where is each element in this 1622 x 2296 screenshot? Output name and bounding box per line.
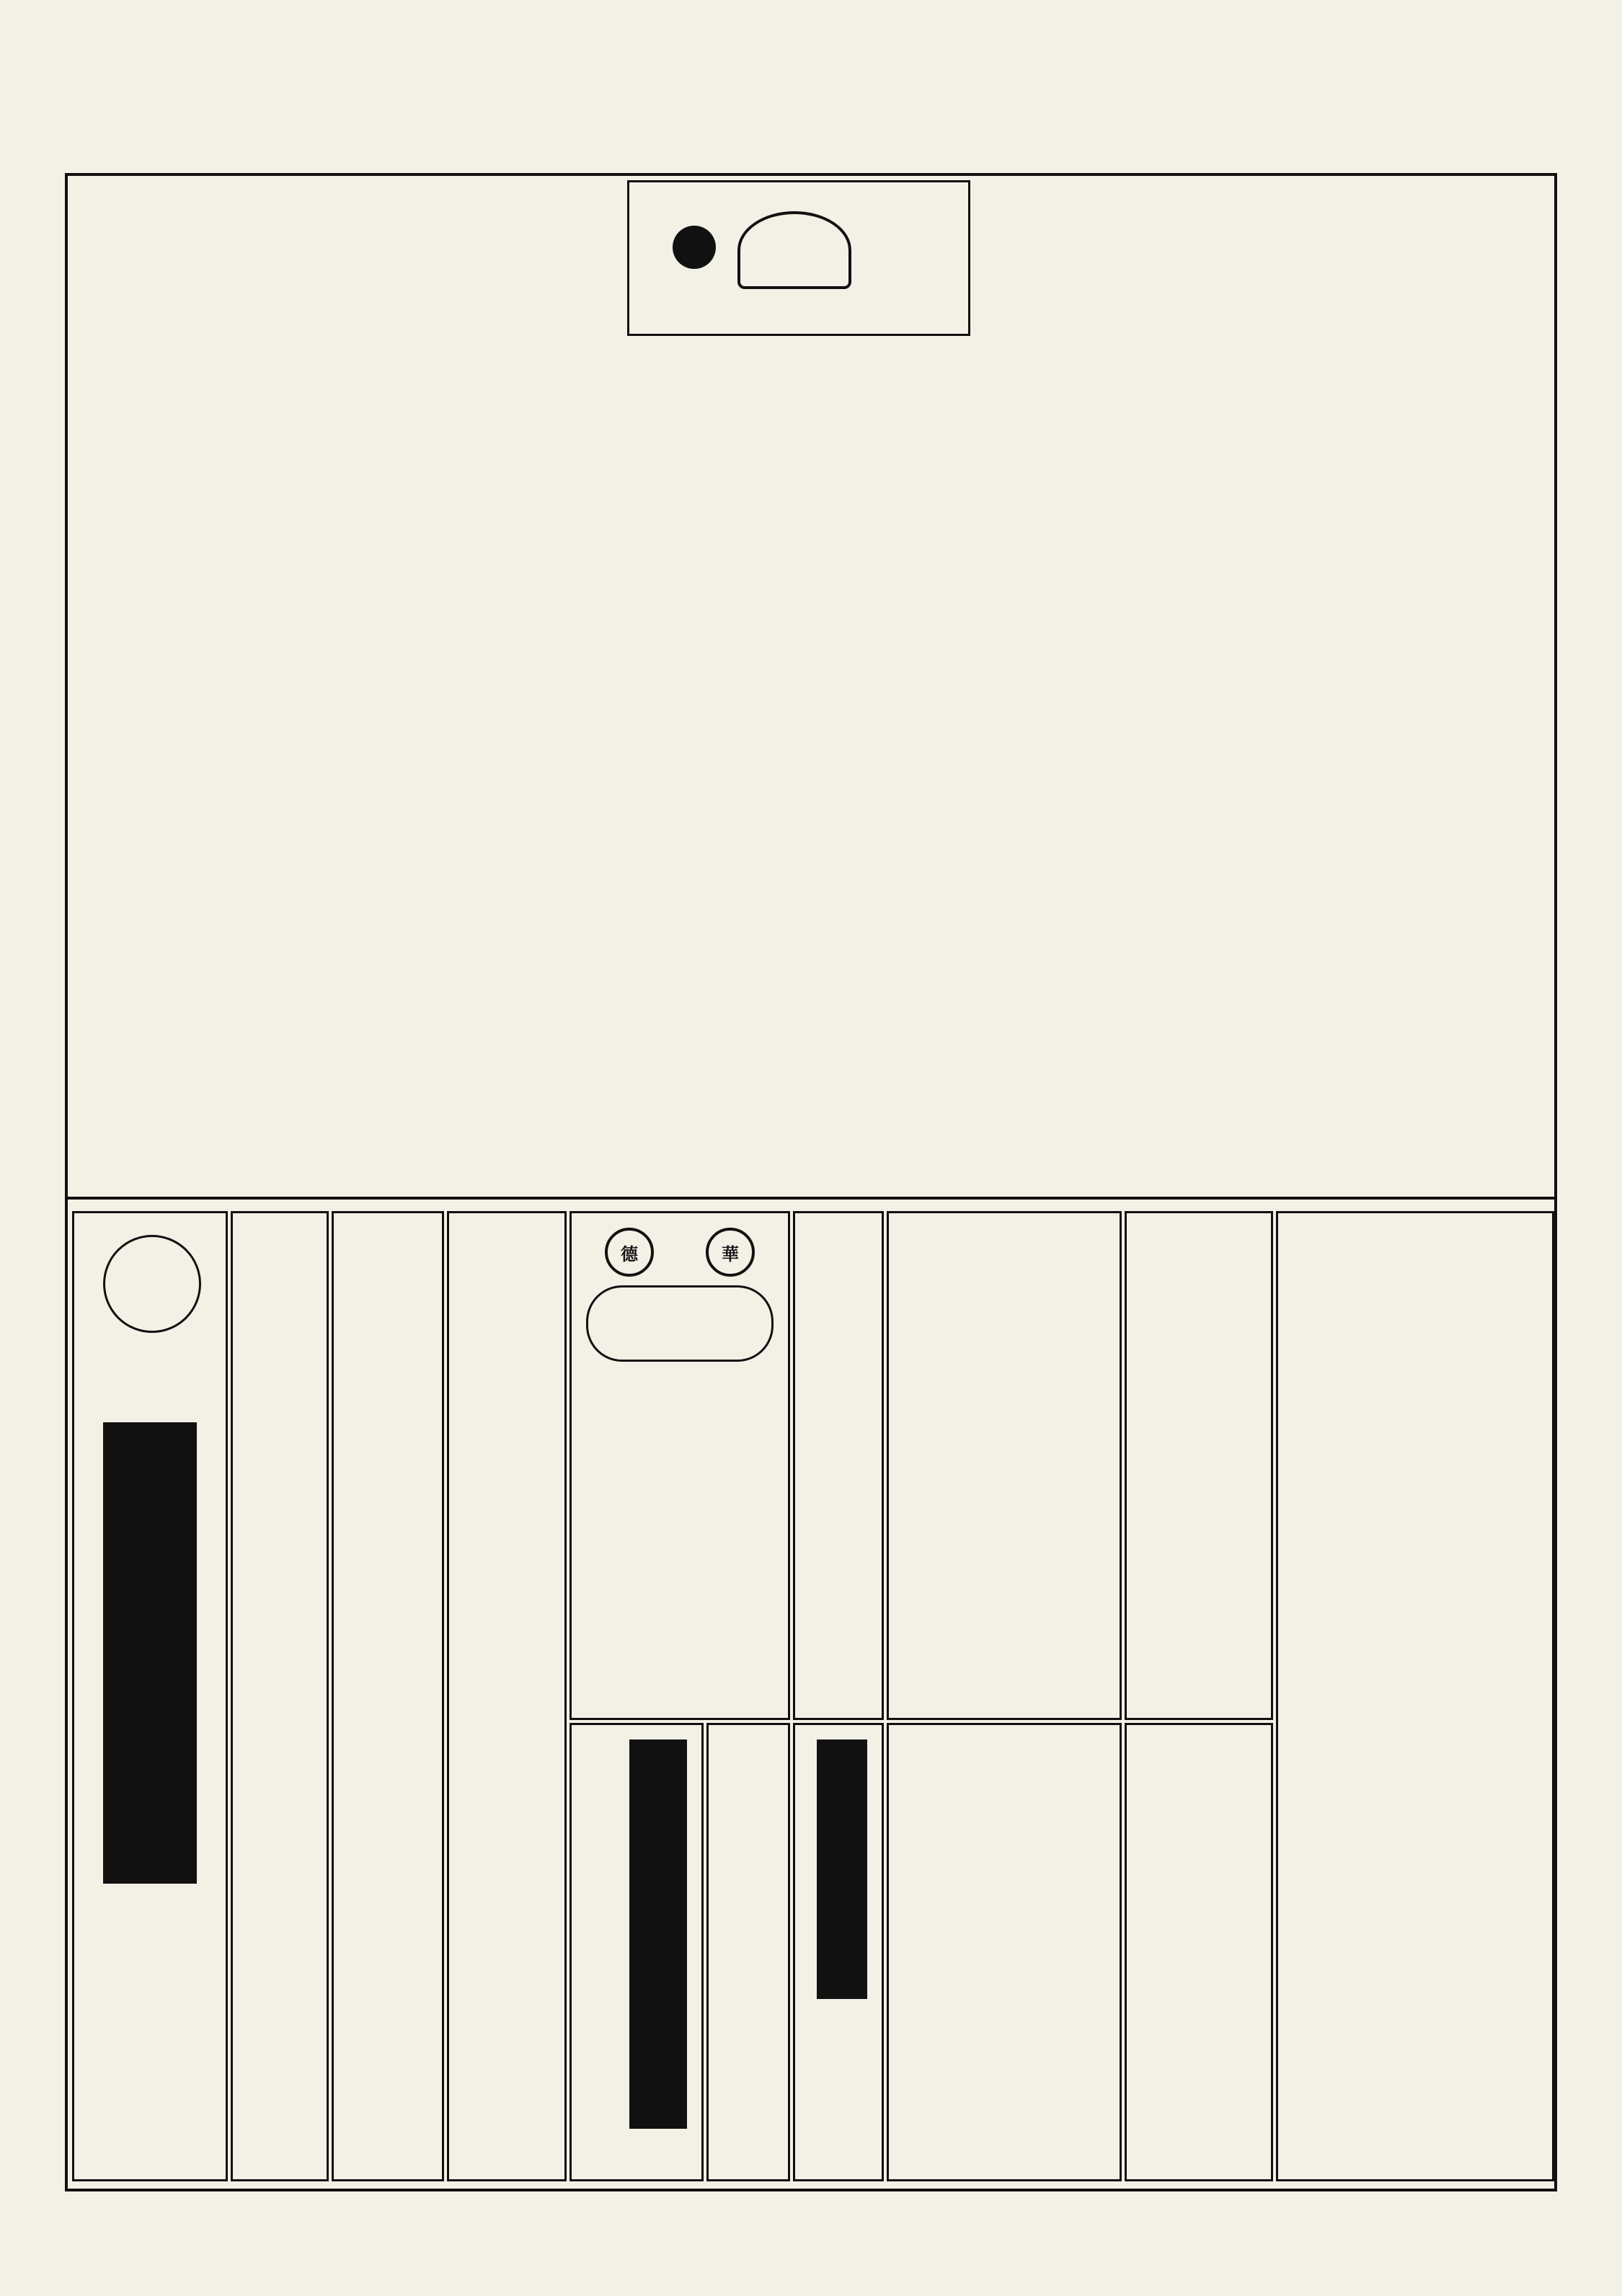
liver-oil-ad xyxy=(570,1723,704,2181)
place-heading-zixing xyxy=(1348,447,1384,591)
liver-oil-uses xyxy=(579,1739,622,2100)
std-clinic-ad xyxy=(447,1211,567,2181)
pills-brand-row xyxy=(579,1228,781,1277)
clinic2-body xyxy=(896,1739,975,2172)
future-world-ad xyxy=(1125,1211,1273,1720)
comic-figure-icon xyxy=(737,211,851,289)
frame-right-rule xyxy=(1554,173,1557,2191)
bookstore-text xyxy=(1285,1235,1422,2158)
liver-oil-use xyxy=(579,1797,622,1941)
essay-author xyxy=(526,505,555,591)
ad-divider-rule xyxy=(65,1197,1557,1200)
foot-ad-title xyxy=(817,1739,867,1999)
foot-ad xyxy=(793,1723,884,2181)
news-body xyxy=(980,980,1226,1189)
essay-title xyxy=(562,187,606,548)
masthead xyxy=(65,108,1557,176)
vet-school-ad xyxy=(231,1211,329,2181)
car-tire-ad xyxy=(332,1211,444,2181)
essay-body xyxy=(79,187,555,649)
ointment-name xyxy=(103,1422,197,1884)
liver-oil-use xyxy=(579,1739,622,1783)
liver-oil-use xyxy=(579,1956,622,2100)
clinic-body xyxy=(1134,1739,1192,2172)
ointment-uses xyxy=(81,1905,218,2150)
essay-body xyxy=(79,670,555,1182)
tire-ad xyxy=(887,1211,1122,1720)
pills-seal-icon: 華 xyxy=(706,1228,755,1277)
liver-oil-title xyxy=(629,1739,687,2129)
place-heading-xiangxiang xyxy=(1478,699,1514,843)
essay-author xyxy=(562,1096,591,1168)
place-heading-jinyang xyxy=(1478,851,1514,966)
clinic-ad xyxy=(1125,1723,1273,2181)
comic-figure-icon xyxy=(673,226,716,269)
frame-left-rule xyxy=(65,173,68,2191)
news-body xyxy=(980,692,1226,966)
essay-title xyxy=(562,678,606,1081)
lamp-ad xyxy=(706,1723,790,2181)
buddha-logo-icon xyxy=(103,1235,201,1333)
vet-school-body xyxy=(236,1747,323,2165)
news-body xyxy=(980,447,1226,678)
county-news-heading xyxy=(1485,187,1528,404)
bookstore-ad xyxy=(1276,1211,1554,2181)
ointment-ad xyxy=(72,1211,228,2181)
essay-title xyxy=(887,346,930,649)
frame-bottom-rule xyxy=(65,2189,1557,2191)
comic-box xyxy=(627,180,970,336)
pills-uses xyxy=(586,1386,774,1408)
pills-seal-icon: 德 xyxy=(605,1228,654,1277)
bank-notice xyxy=(793,1211,884,1720)
pills-title xyxy=(586,1285,774,1362)
clinic-ad-2 xyxy=(887,1723,1122,2181)
essay-body xyxy=(627,346,879,1182)
pills-ad xyxy=(570,1211,790,1720)
